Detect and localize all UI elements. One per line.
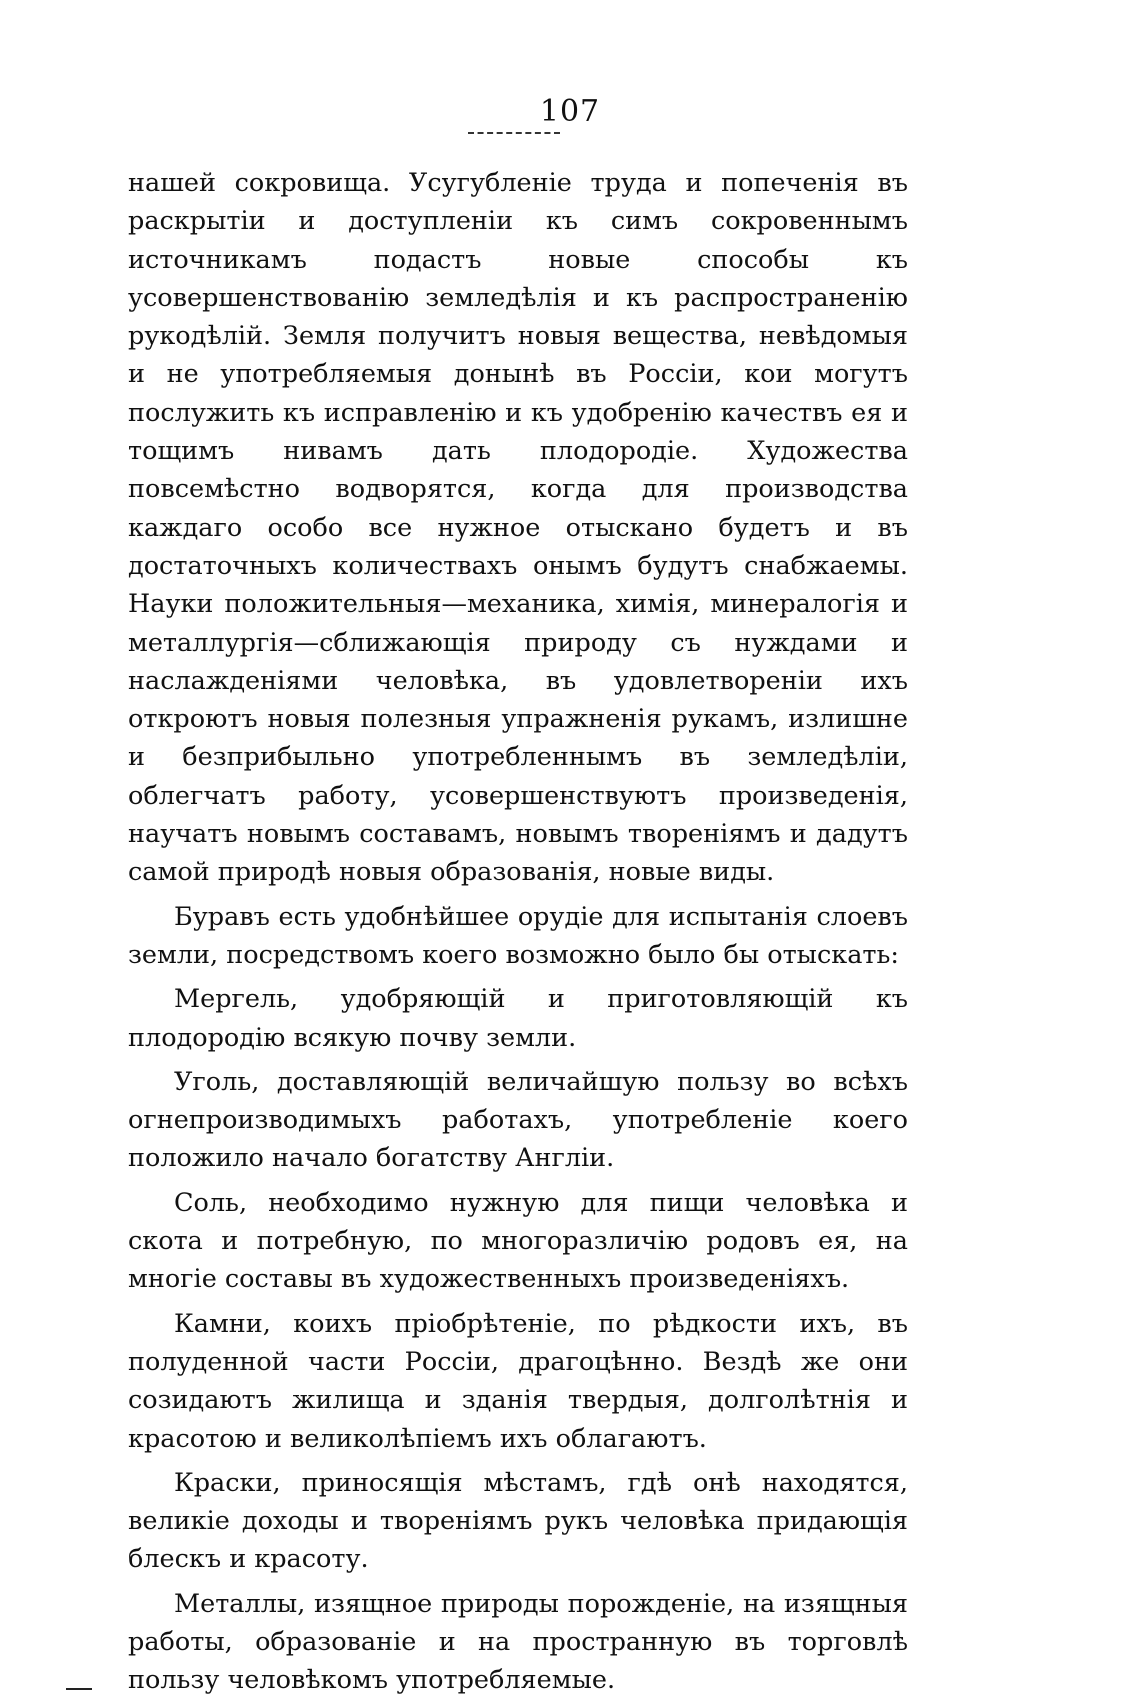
paragraph-continued: нашей сокровища. Усугубленіе труда и попеченія въ раскрытіи и доступленіи къ симъ сокровеннымъ источникамъ подастъ новые способы къ усовершенствованію земледѣлія и къ распространенію рукодѣлій. Земля получитъ новыя вещества, невѣдомыя и не употребляемыя донынѣ въ Россіи, кои могутъ послужить къ исправленію и къ удобренію качествъ ея и тощимъ нивамъ дать плодородіе. Художества повсемѣстно водворятся, когда для производства каждаго особо все нужное отыскано будетъ и въ достаточныхъ количествахъ онымъ будутъ снабжаемы. Науки положительныя—механика, химія, минералогія и металлургія—сближающія природу съ нуждами и наслажденіями человѣка, въ удовлетвореніи ихъ откроютъ новыя полезныя упражненія рукамъ, излишне и безприбыльно употребленнымъ въ земледѣліи, облегчатъ работу, усовершенствуютъ произведенія, научатъ новымъ составамъ, новымъ твореніямъ и дадутъ самой природѣ новыя образованія, новые виды. [128,168,908,888]
paragraph-marl: Мергель, удобряющій и приготовляющій къ плодородію всякую почву земли. [128,984,908,1053]
page-number-rule [468,132,560,134]
page-number: 107 [539,94,601,129]
text-body [128,164,908,1706]
margin-mark [66,1688,92,1690]
paragraph-bore: Буравъ есть удобнѣйшее орудіе для испытанія слоевъ земли, посредствомъ коего возможно было бы отыскать: [128,901,908,970]
paragraph-stones: Камни, коихъ пріобрѣтеніе, по рѣдкости ихъ, въ полуденной части Россіи, драгоцѣнно. Вездѣ же они созидаютъ жилища и зданія твердыя, долголѣтнія и красотою и великолѣпіемъ ихъ облагаютъ. [128,1308,908,1454]
paragraph-metals: Металлы, изящное природы порожденіе, на изящныя работы, образованіе и на пространную въ торговлѣ пользу человѣкомъ употребляемые. [128,1588,908,1696]
paragraph-coal: Уголь, доставляющій величайшую пользу во всѣхъ огнепроизводимыхъ работахъ, употребленіе коего положило начало богатству Англіи. [128,1066,908,1174]
paragraph-paints: Краски, приносящія мѣстамъ, гдѣ онѣ находятся, великіе доходы и твореніямъ рукъ человѣка придающія блескъ и красоту. [128,1467,908,1575]
paragraph-salt: Соль, необходимо нужную для пищи человѣка и скота и потребную, по многоразличію родовъ ея, на многіе составы въ художественныхъ произведеніяхъ. [128,1187,908,1295]
